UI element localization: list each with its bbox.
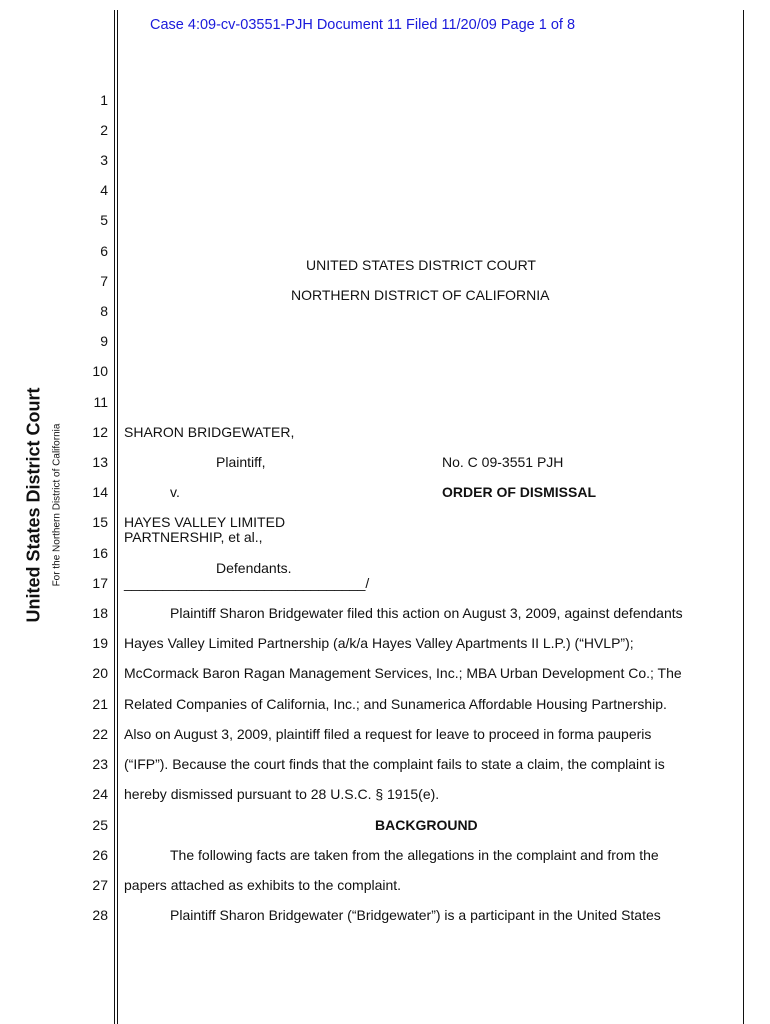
body-line: Also on August 3, 2009, plaintiff filed a request for leave to proceed in forma pauperis [124, 726, 652, 742]
body-line: Related Companies of California, Inc.; and Sunamerica Affordable Housing Partnership. [124, 696, 667, 712]
versus: v. [170, 484, 180, 500]
court-title: UNITED STATES DISTRICT COURT [306, 257, 536, 273]
district-title: NORTHERN DISTRICT OF CALIFORNIA [291, 287, 550, 303]
body-line: McCormack Baron Ragan Management Services, Inc.; MBA Urban Development Co.; The [124, 665, 682, 681]
line-number: 22 [92, 726, 108, 742]
line-number: 3 [100, 152, 108, 168]
line-number: 17 [92, 575, 108, 591]
line-number: 23 [92, 756, 108, 772]
defendant-role: Defendants. [216, 560, 292, 576]
line-number: 28 [92, 907, 108, 923]
line-number: 12 [92, 424, 108, 440]
body-line: papers attached as exhibits to the complaint. [124, 877, 402, 893]
line-number: 16 [92, 545, 108, 561]
right-margin-rule [743, 10, 744, 1024]
line-number: 11 [93, 394, 108, 410]
line-number: 13 [92, 454, 108, 470]
line-number: 27 [92, 877, 108, 893]
defendant-name-line-2: PARTNERSHIP, et al., [124, 529, 263, 545]
line-number: 8 [100, 303, 108, 319]
line-number: 15 [92, 514, 108, 530]
left-margin-rule-inner [117, 10, 118, 1024]
defendant-name-line-1: HAYES VALLEY LIMITED [124, 514, 286, 530]
left-margin-rule-outer [114, 10, 115, 1024]
line-number: 2 [100, 122, 108, 138]
body-line: Hayes Valley Limited Partnership (a/k/a Hayes Valley Apartments II L.P.) (“HVLP”); [124, 635, 634, 651]
line-number: 18 [92, 605, 108, 621]
case-number: No. C 09-3551 PJH [442, 454, 564, 470]
background-heading: BACKGROUND [375, 817, 478, 833]
line-number: 7 [100, 273, 108, 289]
sidebar-district: For the Northern District of California [51, 423, 63, 587]
sidebar-court-name: United States District Court [23, 387, 44, 623]
line-number: 24 [92, 786, 108, 802]
line-number: 21 [92, 696, 108, 712]
line-number: 5 [100, 212, 108, 228]
body-line: (“IFP”). Because the court finds that the complaint fails to state a claim, the complaint is [124, 756, 665, 772]
body-line: hereby dismissed pursuant to 28 U.S.C. § 1915(e). [124, 786, 440, 802]
body-line: The following facts are taken from the allegations in the complaint and from the [170, 847, 659, 863]
line-number: 26 [92, 847, 108, 863]
line-number: 19 [92, 635, 108, 651]
plaintiff-role: Plaintiff, [216, 454, 266, 470]
plaintiff-name: SHARON BRIDGEWATER, [124, 424, 295, 440]
order-title: ORDER OF DISMISSAL [442, 484, 597, 500]
body-line: Plaintiff Sharon Bridgewater (“Bridgewater”) is a participant in the United States [170, 907, 661, 923]
line-number: 10 [92, 363, 108, 379]
line-number: 20 [92, 665, 108, 681]
line-number: 14 [92, 484, 108, 500]
case-header: Case 4:09-cv-03551-PJH Document 11 Filed 11/20/09 Page 1 of 8 [150, 17, 576, 33]
line-number: 9 [100, 333, 108, 349]
caption-divider: _______________________________/ [124, 575, 370, 591]
line-number: 4 [100, 182, 108, 198]
line-number: 1 [100, 92, 108, 108]
line-number: 25 [92, 817, 108, 833]
line-number: 6 [100, 243, 108, 259]
body-line: Plaintiff Sharon Bridgewater filed this action on August 3, 2009, against defendants [170, 605, 683, 621]
